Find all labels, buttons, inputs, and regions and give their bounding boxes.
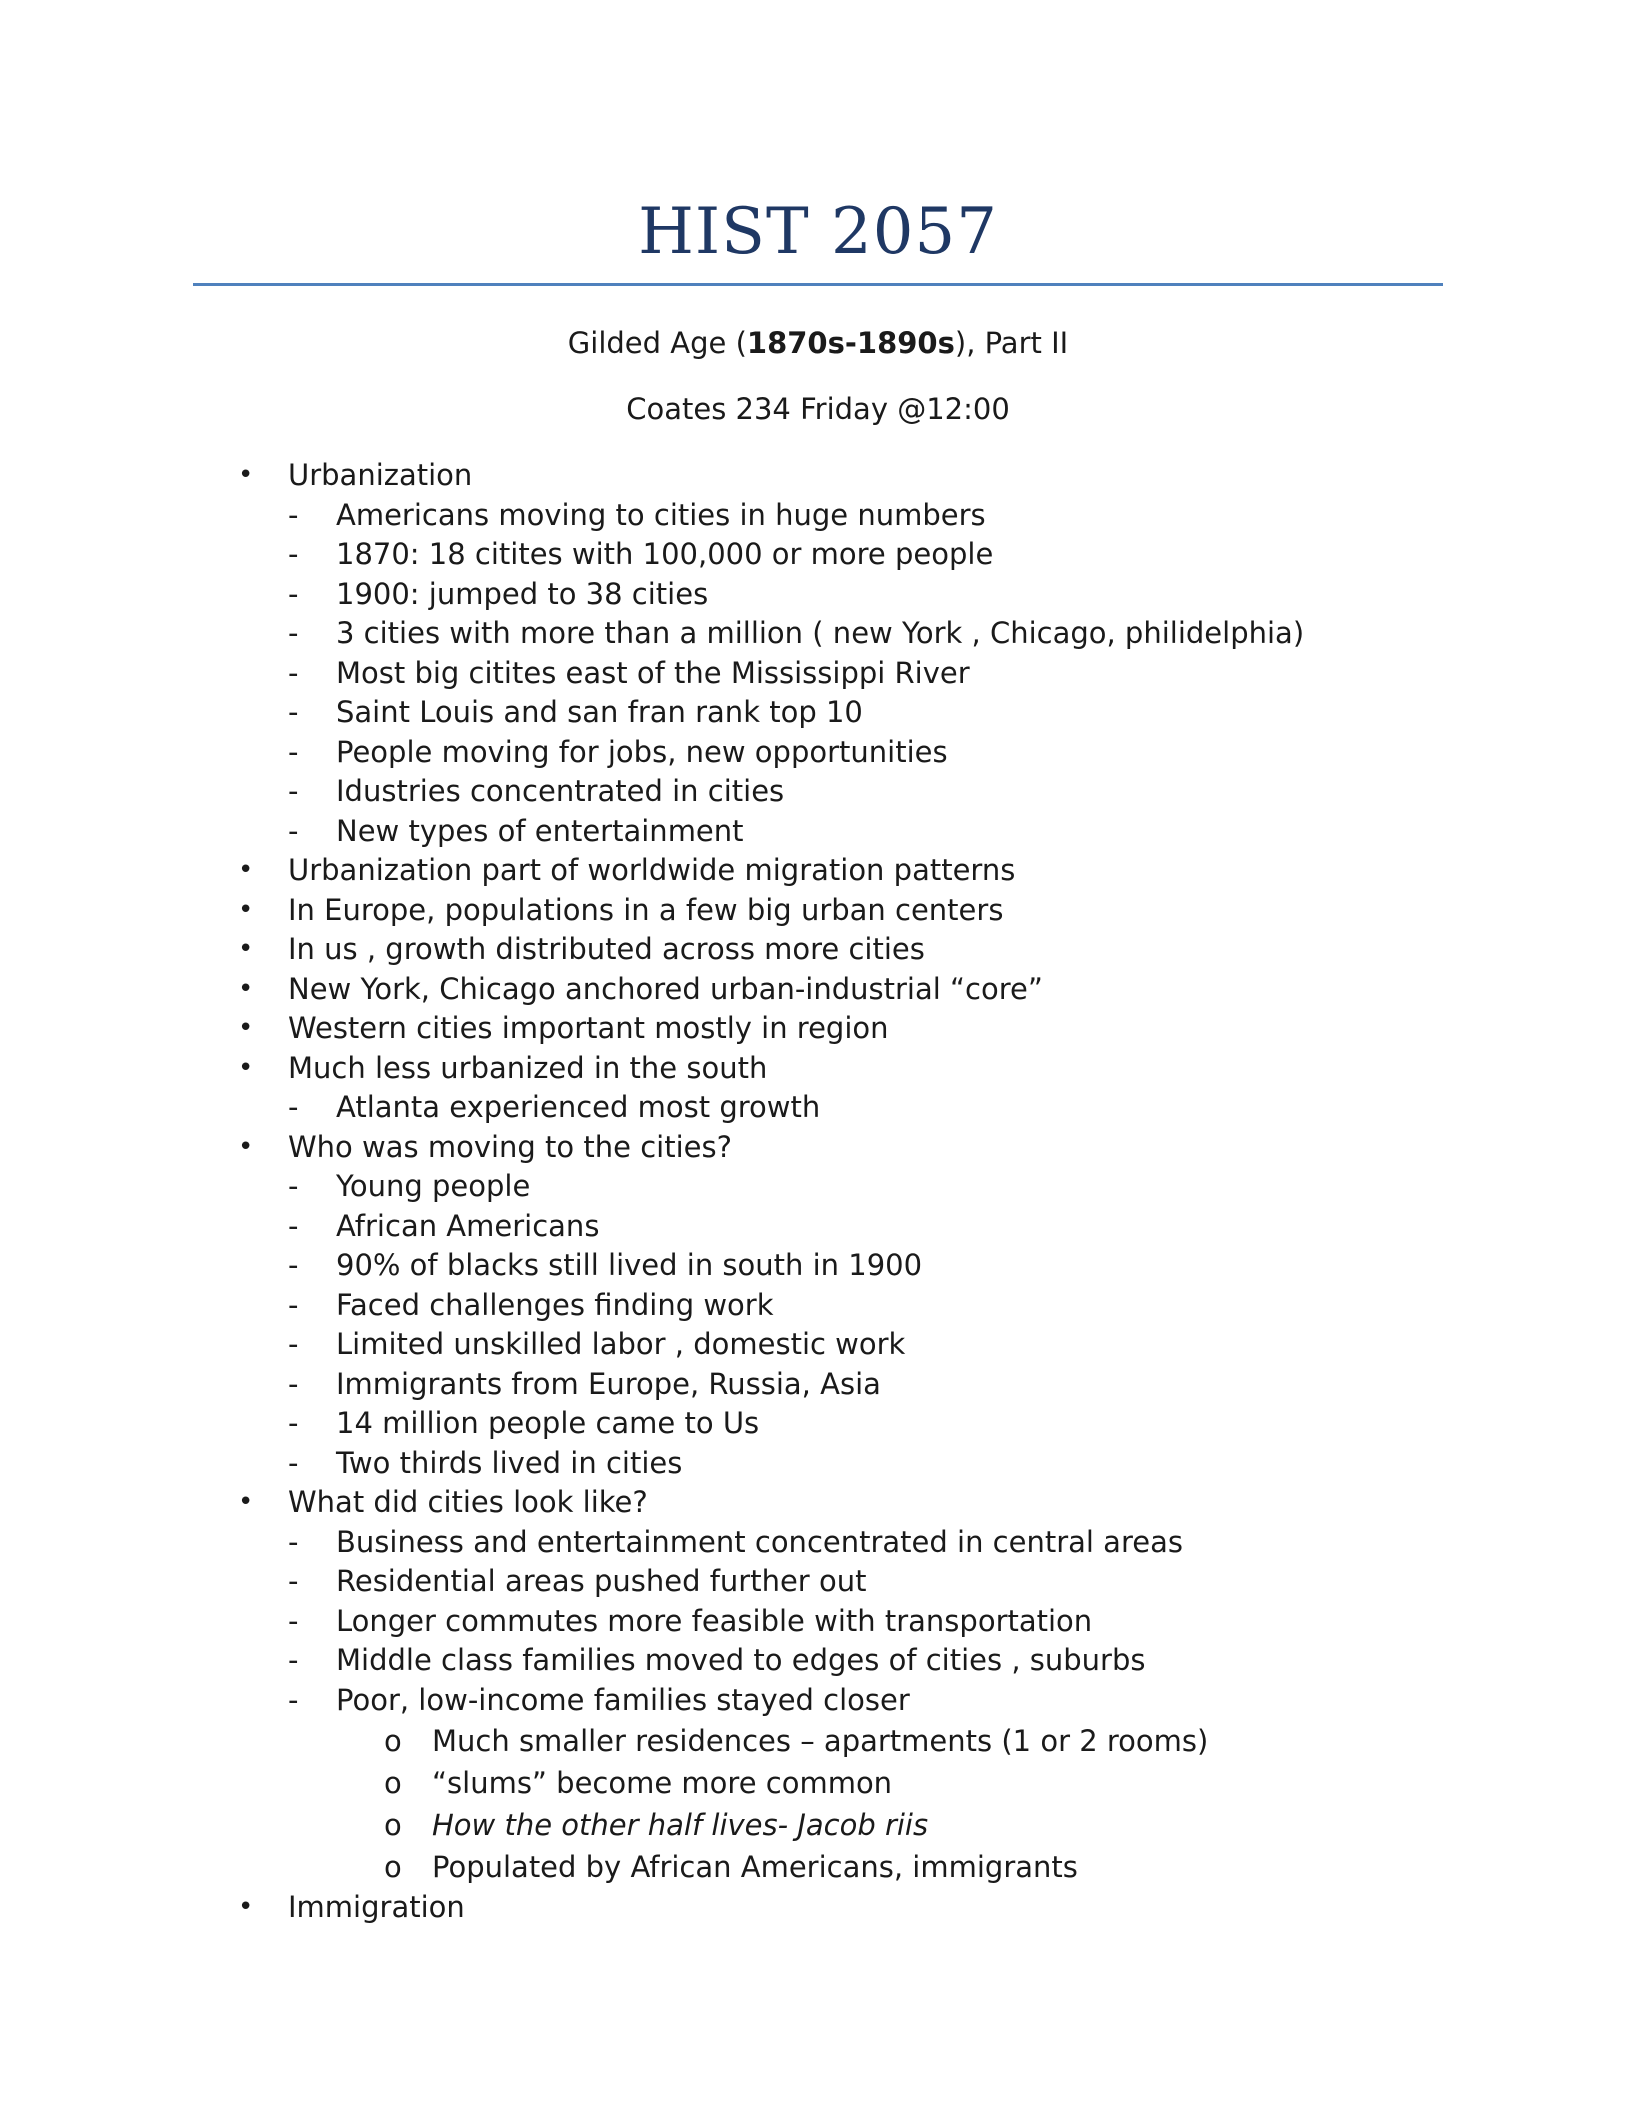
bullet-marker: • bbox=[238, 1131, 254, 1162]
dash-marker: - bbox=[288, 497, 299, 532]
list-item-text: In Europe, populations in a few big urban centers bbox=[288, 892, 1004, 927]
list-item bbox=[0, 1602, 1640, 1642]
list-item bbox=[0, 535, 1640, 575]
list-item bbox=[0, 1846, 1640, 1888]
dash-marker: - bbox=[288, 1090, 299, 1124]
list-item-text: African Americans bbox=[336, 1208, 600, 1243]
list-item bbox=[0, 851, 1640, 891]
bullet-marker: • bbox=[238, 855, 254, 885]
list-item bbox=[0, 1246, 1640, 1286]
list-item-text: Residential areas pushed further out bbox=[336, 1564, 867, 1598]
bullet-marker: • bbox=[238, 934, 254, 964]
list-item-text: Middle class families moved to edges of cities , suburbs bbox=[336, 1643, 1146, 1677]
list-item bbox=[0, 1207, 1640, 1247]
subtitle-date-range: 1870s-1890s bbox=[746, 326, 955, 360]
dash-marker: - bbox=[288, 1643, 299, 1677]
list-item bbox=[0, 1365, 1640, 1405]
list-item-text: Urbanization part of worldwide migration patterns bbox=[288, 853, 1016, 887]
circle-marker: o bbox=[384, 1724, 402, 1758]
bullet-marker: • bbox=[238, 1892, 254, 1922]
list-item-text: 3 cities with more than a million ( new York , Chicago, philidelphia) bbox=[336, 616, 1305, 650]
list-item bbox=[0, 1325, 1640, 1365]
list-item-text: Populated by African Americans, immigrants bbox=[432, 1850, 1078, 1884]
list-item bbox=[0, 1762, 1640, 1804]
list-item-text: Atlanta experienced most growth bbox=[336, 1090, 821, 1124]
list-item bbox=[0, 456, 1640, 496]
list-item bbox=[0, 1286, 1640, 1326]
list-item bbox=[0, 891, 1640, 931]
list-item bbox=[0, 575, 1640, 615]
list-item bbox=[0, 1128, 1640, 1168]
list-item bbox=[0, 970, 1640, 1010]
notes-list bbox=[0, 456, 1640, 1928]
list-item-text: Poor, low-income families stayed closer bbox=[336, 1682, 910, 1717]
list-item bbox=[0, 1444, 1640, 1484]
list-item-text: How the other half lives- Jacob riis bbox=[432, 1808, 929, 1842]
list-item-text: 1870: 18 citites with 100,000 or more people bbox=[336, 537, 994, 571]
list-item-text: Two thirds lived in cities bbox=[336, 1445, 683, 1480]
dash-marker: - bbox=[288, 1248, 299, 1282]
list-item-text: 14 million people came to Us bbox=[336, 1406, 760, 1440]
list-item bbox=[0, 1483, 1640, 1523]
list-item bbox=[0, 1404, 1640, 1444]
list-item bbox=[0, 614, 1640, 654]
dash-marker: - bbox=[288, 1682, 299, 1717]
subtitle-prefix: Gilded Age ( bbox=[567, 326, 747, 360]
list-item-text: Much smaller residences – apartments (1 or 2 rooms) bbox=[432, 1724, 1209, 1758]
lecture-location: Coates 234 Friday @12:00 bbox=[626, 392, 1010, 426]
bullet-marker: • bbox=[238, 1013, 254, 1043]
dash-marker: - bbox=[288, 695, 299, 729]
list-item-text: Business and entertainment concentrated in central areas bbox=[336, 1524, 1183, 1559]
bullet-marker: • bbox=[238, 1052, 254, 1083]
list-item-text: What did cities look like? bbox=[288, 1485, 648, 1519]
dash-marker: - bbox=[288, 1603, 299, 1638]
list-item-text: 90% of blacks still lived in south in 1900 bbox=[336, 1248, 923, 1282]
list-item bbox=[0, 1720, 1640, 1762]
list-item bbox=[0, 1049, 1640, 1089]
list-item bbox=[0, 1888, 1640, 1928]
bullet-marker: • bbox=[238, 1487, 254, 1517]
list-item-text: New York, Chicago anchored urban-industrial “core” bbox=[288, 971, 1043, 1006]
bullet-marker: • bbox=[238, 973, 254, 1004]
list-item-text: Immigration bbox=[288, 1890, 465, 1924]
list-item-text: Americans moving to cities in huge numbers bbox=[336, 497, 986, 532]
circle-marker: o bbox=[384, 1808, 402, 1842]
list-item-text: Most big citites east of the Mississippi River bbox=[336, 655, 970, 690]
dash-marker: - bbox=[288, 774, 299, 808]
bullet-marker: • bbox=[238, 894, 254, 925]
list-item-text: Much less urbanized in the south bbox=[288, 1050, 768, 1085]
dash-marker: - bbox=[288, 1564, 299, 1598]
dash-marker: - bbox=[288, 813, 299, 848]
list-item-text: Longer commutes more feasible with transportation bbox=[336, 1603, 1093, 1638]
list-item bbox=[0, 693, 1640, 733]
list-item-text: Faced challenges finding work bbox=[336, 1287, 774, 1322]
list-item bbox=[0, 930, 1640, 970]
list-item bbox=[0, 1088, 1640, 1128]
list-item bbox=[0, 1562, 1640, 1602]
bullet-marker: • bbox=[238, 460, 254, 490]
dash-marker: - bbox=[288, 1327, 299, 1361]
list-item-text: In us , growth distributed across more cities bbox=[288, 932, 925, 966]
dash-marker: - bbox=[288, 576, 299, 611]
dash-marker: - bbox=[288, 1524, 299, 1559]
circle-marker: o bbox=[384, 1850, 402, 1884]
circle-marker: o bbox=[384, 1766, 402, 1800]
list-item-text: Western cities important mostly in region bbox=[288, 1011, 889, 1045]
list-item-text: Saint Louis and san fran rank top 10 bbox=[336, 695, 863, 729]
list-item-text: Urbanization bbox=[288, 458, 473, 492]
dash-marker: - bbox=[288, 1208, 299, 1243]
list-item bbox=[0, 1641, 1640, 1681]
dash-marker: - bbox=[288, 1287, 299, 1322]
list-item bbox=[0, 1681, 1640, 1721]
dash-marker: - bbox=[288, 537, 299, 571]
list-item-text: New types of entertainment bbox=[336, 813, 744, 848]
list-item-text: Young people bbox=[336, 1169, 531, 1203]
list-item bbox=[0, 1167, 1640, 1207]
list-item-text: “slums” become more common bbox=[432, 1766, 893, 1800]
lecture-subtitle bbox=[193, 325, 1443, 361]
dash-marker: - bbox=[288, 1406, 299, 1440]
dash-marker: - bbox=[288, 1169, 299, 1203]
dash-marker: - bbox=[288, 734, 299, 769]
document-title: HIST 2057 bbox=[638, 195, 998, 269]
list-item-text: Idustries concentrated in cities bbox=[336, 774, 785, 808]
list-item-text: Limited unskilled labor , domestic work bbox=[336, 1327, 906, 1361]
list-item bbox=[0, 772, 1640, 812]
list-item-text: Who was moving to the cities? bbox=[288, 1129, 732, 1164]
list-item bbox=[0, 812, 1640, 852]
list-item bbox=[0, 654, 1640, 694]
dash-marker: - bbox=[288, 655, 299, 690]
list-item-text: 1900: jumped to 38 cities bbox=[336, 576, 709, 611]
list-item bbox=[0, 1009, 1640, 1049]
dash-marker: - bbox=[288, 616, 299, 650]
list-item-text: People moving for jobs, new opportunities bbox=[336, 734, 948, 769]
list-item bbox=[0, 496, 1640, 536]
list-item bbox=[0, 1523, 1640, 1563]
list-item bbox=[0, 733, 1640, 773]
list-item-text: Immigrants from Europe, Russia, Asia bbox=[336, 1366, 881, 1401]
dash-marker: - bbox=[288, 1445, 299, 1480]
title-underline bbox=[193, 283, 1443, 286]
subtitle-suffix: ), Part II bbox=[954, 326, 1069, 360]
list-item bbox=[0, 1804, 1640, 1846]
dash-marker: - bbox=[288, 1366, 299, 1401]
